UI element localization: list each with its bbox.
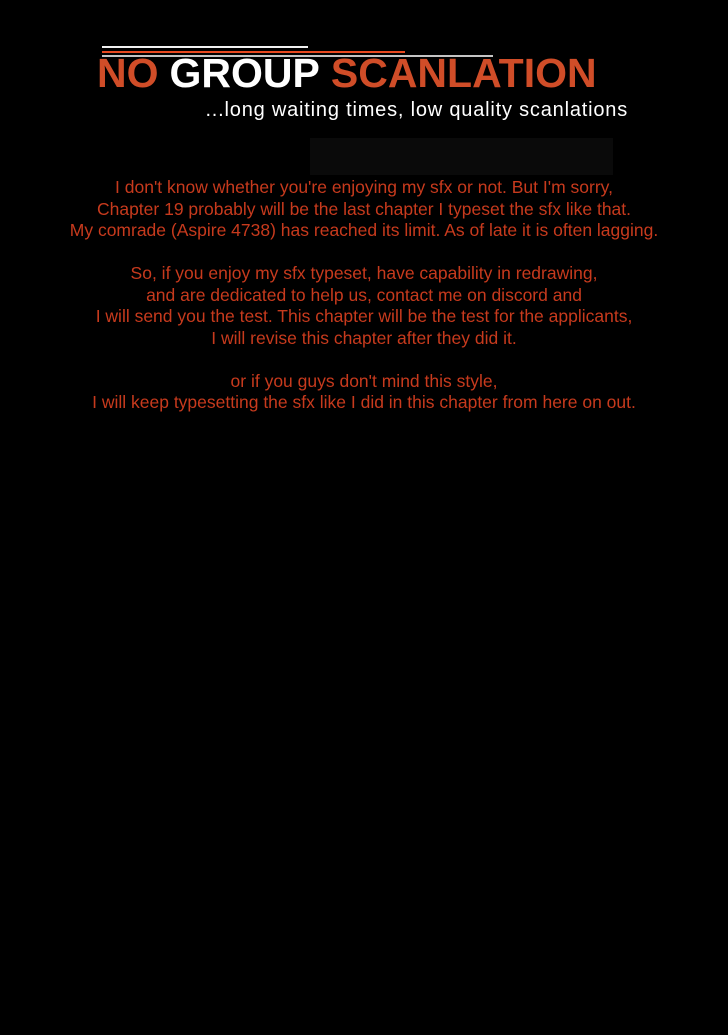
notice-line: I will keep typesetting the sfx like I did in this chapter from here on out. (92, 392, 636, 412)
title-word-no: NO (97, 50, 159, 96)
title-word-scanlation: SCANLATION (330, 50, 597, 96)
notice-line: or if you guys don't mind this style, (230, 370, 498, 391)
notice-line: Chapter 19 probably will be the last chapter I typeset the sfx like that. (96, 198, 632, 219)
title-word-group: GROUP (169, 50, 320, 96)
notice-line: I will revise this chapter after they did it. (211, 327, 517, 348)
group-logo-title (97, 50, 597, 96)
group-tagline: ...long waiting times, low quality scanlations (205, 99, 628, 121)
notice-paragraph (0, 263, 728, 349)
notice-paragraph (0, 371, 728, 414)
notice-line: and are dedicated to help us, contact me on discord and (146, 284, 582, 305)
notice-paragraph (0, 177, 728, 242)
notice-text (0, 177, 728, 414)
notice-line: My comrade (Aspire 4738) has reached its limit. As of late it is often lagging. (69, 220, 659, 240)
background-panel (310, 138, 613, 175)
header-rule-short (102, 46, 308, 48)
notice-line: So, if you enjoy my sfx typeset, have capability in redrawing, (130, 263, 598, 283)
notice-line: I will send you the test. This chapter will be the test for the applicants, (95, 306, 633, 326)
notice-line: I don't know whether you're enjoying my sfx or not. But I'm sorry, (115, 177, 613, 197)
